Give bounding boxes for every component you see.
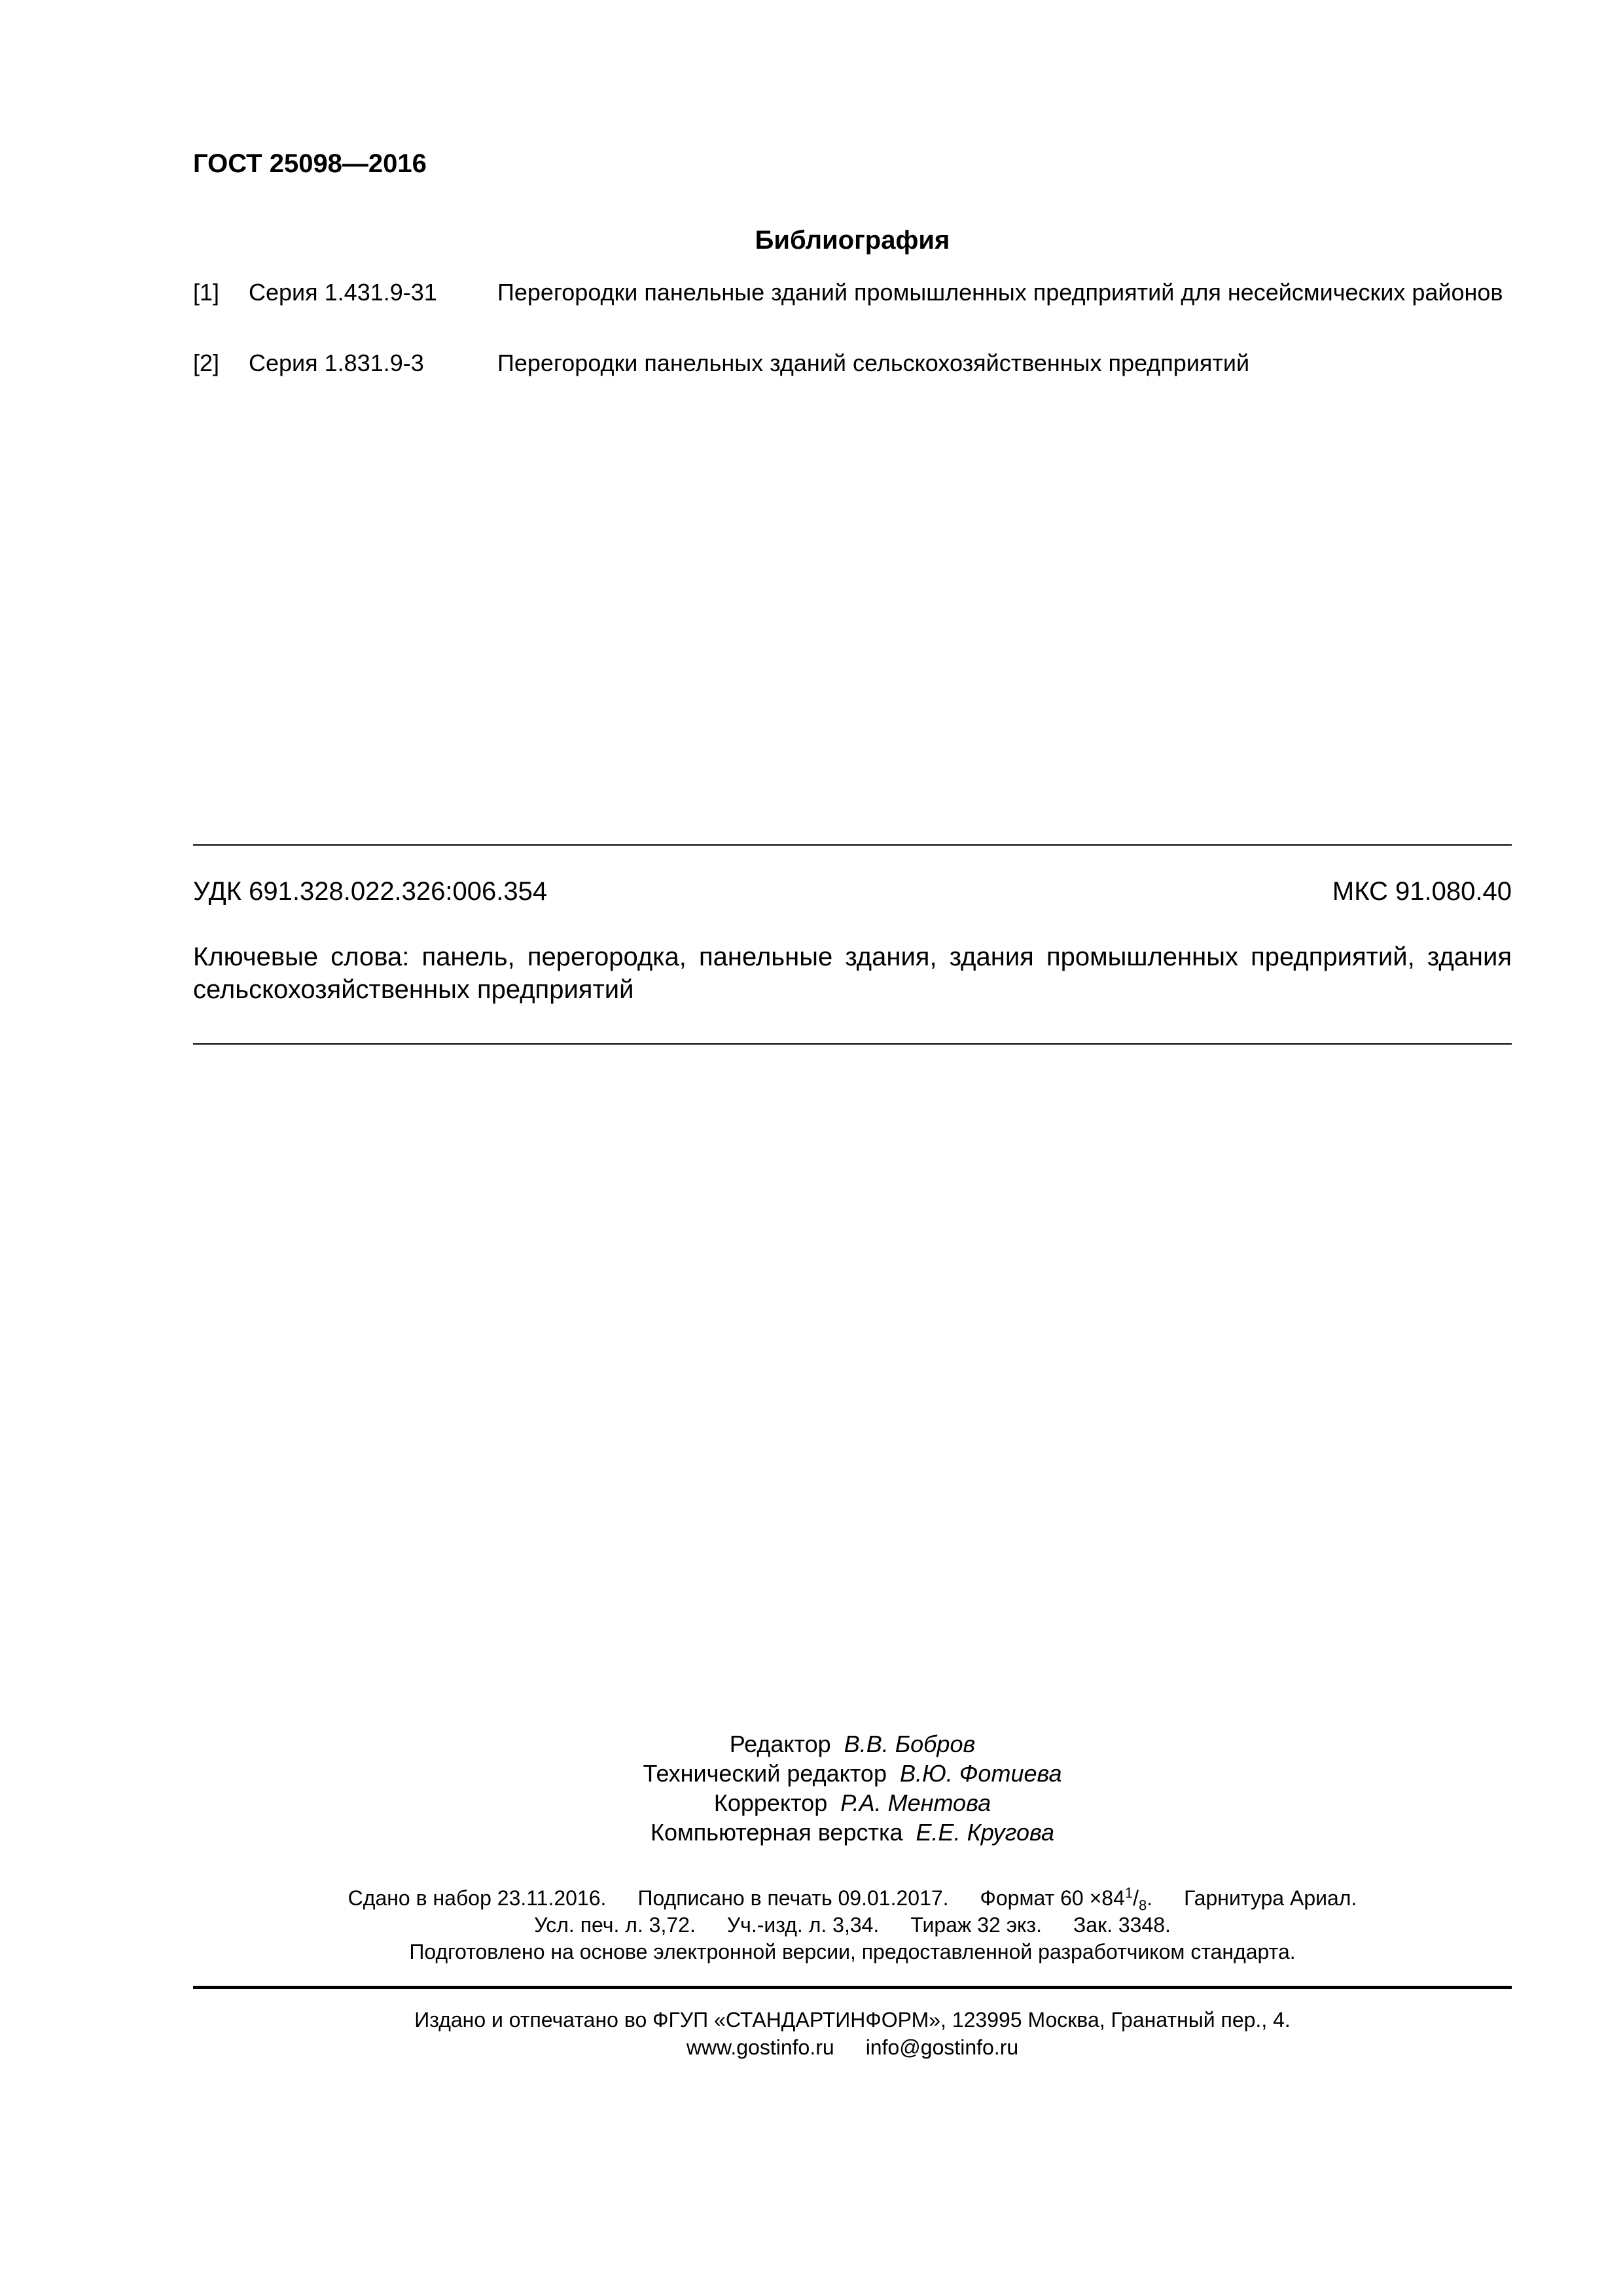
email-link[interactable]: info@gostinfo.ru bbox=[865, 2036, 1019, 2059]
publication-line-1: Сдано в набор 23.11.2016. Подписано в печать 09.01.2017. Формат $60 \times 84^1/_8$. Гарнитура Ариал. bbox=[348, 1884, 1357, 1914]
credits-block bbox=[193, 1729, 1512, 1847]
bibliography-title: Библиография bbox=[755, 226, 950, 255]
publication-format: Формат $60 \times 84^1/_8$. bbox=[980, 1884, 1153, 1914]
bibliography-item bbox=[193, 349, 1512, 378]
bibliography-item-number: [1] bbox=[193, 279, 220, 306]
printer-contacts bbox=[193, 2034, 1512, 2061]
credit-layout: Компьютерная верстка Е.Е. Кругова bbox=[650, 1819, 1055, 1846]
bibliography-item bbox=[193, 278, 1512, 307]
divider bbox=[193, 1043, 1512, 1045]
printer-info bbox=[193, 2006, 1512, 2061]
udk-code: УДК 691.328.022.326:006.354 bbox=[193, 877, 548, 906]
keywords: Ключевые слова: панель, перегородка, панельные здания, здания промышленных предприятий, здания сельскохозяйственных предприятий bbox=[193, 942, 1512, 1004]
divider bbox=[193, 844, 1512, 846]
bibliography-item-number: [2] bbox=[193, 350, 220, 376]
bibliography-item-code: Серия 1.831.9-3 bbox=[249, 350, 424, 376]
credit-technical-editor: Технический редактор В.Ю. Фотиева bbox=[643, 1760, 1062, 1787]
document-code: ГОСТ 25098—2016 bbox=[193, 149, 427, 178]
publication-line-2: Усл. печ. л. 3,72. Уч.-изд. л. 3,34. Тираж 32 экз. Зак. 3348. bbox=[534, 1913, 1171, 1937]
publication-info bbox=[193, 1885, 1512, 1965]
credit-proofreader: Корректор Р.А. Ментова bbox=[713, 1789, 991, 1816]
bibliography-item-title: Перегородки панельных зданий сельскохозяйственных предприятий bbox=[497, 350, 1250, 376]
publication-line-3: Подготовлено на основе электронной версии, предоставленной разработчиком стандарта. bbox=[409, 1940, 1296, 1964]
bibliography-item-title: Перегородки панельные зданий промышленных предприятий для несейсмических районов bbox=[497, 279, 1503, 306]
credit-editor: Редактор В.В. Бобров bbox=[729, 1731, 976, 1757]
divider-thick bbox=[193, 1986, 1512, 1989]
printer-address: Издано и отпечатано во ФГУП «СТАНДАРТИНФОРМ», 123995 Москва, Гранатный пер., 4. bbox=[414, 2008, 1291, 2032]
website-link[interactable]: www.gostinfo.ru bbox=[686, 2036, 834, 2059]
bibliography-item-code: Серия 1.431.9-31 bbox=[249, 279, 437, 306]
mks-code: МКС 91.080.40 bbox=[1332, 877, 1512, 906]
